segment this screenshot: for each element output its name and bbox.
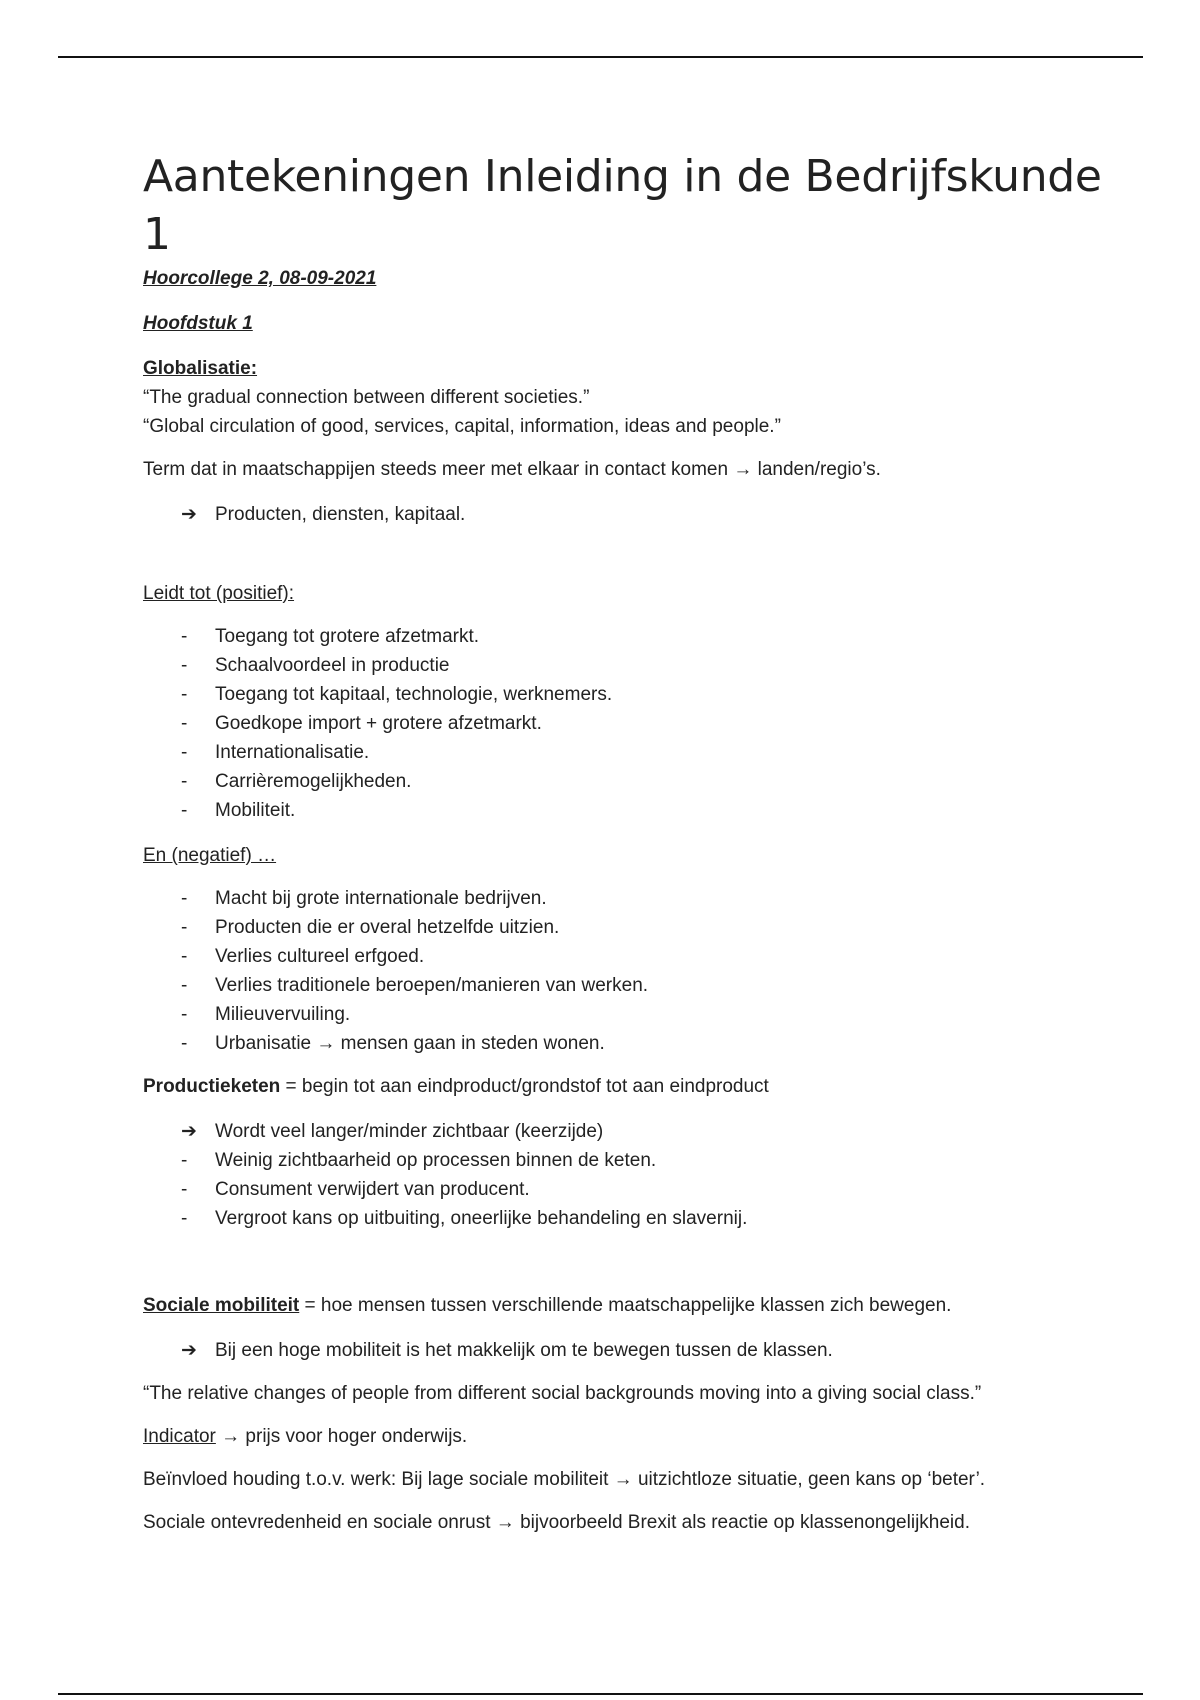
positief-list — [143, 622, 1103, 825]
productieketen-list — [143, 1117, 1103, 1233]
productieketen-term: Productieketen — [143, 1076, 281, 1097]
globalisatie-quote-2: “Global circulation of good, services, capital, information, ideas and people.” — [143, 416, 781, 437]
sociale-mobiliteit-arrow-list — [143, 1336, 1103, 1365]
houding-line: Beïnvloed houding t.o.v. werk: Bij lage sociale mobiliteit → uitzichtloze situatie, geen kans op ‘beter’. — [143, 1469, 986, 1490]
dash-marker: - — [181, 1179, 188, 1200]
list-item: - Toegang tot grotere afzetmarkt. — [143, 622, 1103, 651]
lecture-heading: Hoorcollege 2, 08-09-2021 — [143, 268, 377, 289]
list-item: - Schaalvoordeel in productie — [143, 651, 1103, 680]
list-item: - Mobiliteit. — [143, 796, 1103, 825]
list-item: - Verlies traditionele beroepen/manieren van werken. — [143, 971, 1103, 1000]
arrow-icon: ➔ — [181, 1121, 197, 1142]
positief-heading: Leidt tot (positief): — [143, 583, 295, 604]
arrow-icon: ➔ — [181, 1340, 197, 1361]
globalisatie-quote-1: “The gradual connection between different societies.” — [143, 387, 590, 408]
indicator-label: Indicator — [143, 1426, 216, 1447]
negatief-list — [143, 884, 1103, 1058]
list-item: ➔ Bij een hoge mobiliteit is het makkelijk om te bewegen tussen de klassen. — [143, 1336, 1103, 1365]
sociale-mobiliteit-term: Sociale mobiliteit — [143, 1295, 300, 1316]
dash-marker: - — [181, 684, 188, 705]
dash-marker: - — [181, 946, 188, 967]
list-item: - Urbanisatie → mensen gaan in steden wonen. — [143, 1029, 1103, 1058]
dash-marker: - — [181, 713, 188, 734]
indicator-line: Indicator → prijs voor hoger onderwijs. — [143, 1426, 468, 1447]
dash-marker: - — [181, 800, 188, 821]
dash-marker: - — [181, 1150, 188, 1171]
list-item: - Goedkope import + grotere afzetmarkt. — [143, 709, 1103, 738]
list-item: - Milieuvervuiling. — [143, 1000, 1103, 1029]
document-title: Aantekeningen Inleiding in de Bedrijfskunde 1 — [143, 151, 1102, 260]
dash-marker: - — [181, 1004, 188, 1025]
list-item: - Producten die er overal hetzelfde uitzien. — [143, 913, 1103, 942]
list-item: - Verlies cultureel erfgoed. — [143, 942, 1103, 971]
list-item: - Vergroot kans op uitbuiting, oneerlijke behandeling en slavernij. — [143, 1204, 1103, 1233]
list-item: - Consument verwijdert van producent. — [143, 1175, 1103, 1204]
bottom-rule — [58, 1693, 1143, 1695]
list-item: - Macht bij grote internationale bedrijven. — [143, 884, 1103, 913]
dash-marker: - — [181, 975, 188, 996]
dash-marker: - — [181, 1208, 188, 1229]
list-item: ➔ Wordt veel langer/minder zichtbaar (keerzijde) — [143, 1117, 1103, 1146]
list-item: - Internationalisatie. — [143, 738, 1103, 767]
dash-marker: - — [181, 888, 188, 909]
dash-marker: - — [181, 1033, 188, 1054]
dash-marker: - — [181, 742, 188, 763]
list-item: - Carrièremogelijkheden. — [143, 767, 1103, 796]
dash-marker: - — [181, 917, 188, 938]
productieketen-definition: Productieketen = begin tot aan eindproduct/grondstof tot aan eindproduct — [143, 1076, 769, 1097]
dash-marker: - — [181, 626, 188, 647]
list-item: - Toegang tot kapitaal, technologie, werknemers. — [143, 680, 1103, 709]
list-item: ➔ Producten, diensten, kapitaal. — [143, 500, 1103, 529]
chapter-heading: Hoofdstuk 1 — [143, 313, 253, 334]
top-rule — [58, 56, 1143, 58]
sociale-mobiliteit-definition: Sociale mobiliteit = hoe mensen tussen verschillende maatschappelijke klassen zich bewegen. — [143, 1295, 952, 1316]
list-item: - Weinig zichtbaarheid op processen binnen de keten. — [143, 1146, 1103, 1175]
globalisatie-term: Term dat in maatschappijen steeds meer met elkaar in contact komen → landen/regio’s. — [143, 459, 881, 480]
arrow-icon: ➔ — [181, 504, 197, 525]
dash-marker: - — [181, 655, 188, 676]
sociale-mobiliteit-quote: “The relative changes of people from different social backgrounds moving into a giving social class.” — [143, 1383, 982, 1404]
onrust-line: Sociale ontevredenheid en sociale onrust → bijvoorbeeld Brexit als reactie op klassenongelijkheid. — [143, 1512, 970, 1533]
globalisatie-arrow-list — [143, 500, 1103, 529]
negatief-heading: En (negatief) … — [143, 845, 277, 866]
globalisatie-heading: Globalisatie: — [143, 358, 258, 379]
document-page — [143, 148, 1103, 1537]
dash-marker: - — [181, 771, 188, 792]
